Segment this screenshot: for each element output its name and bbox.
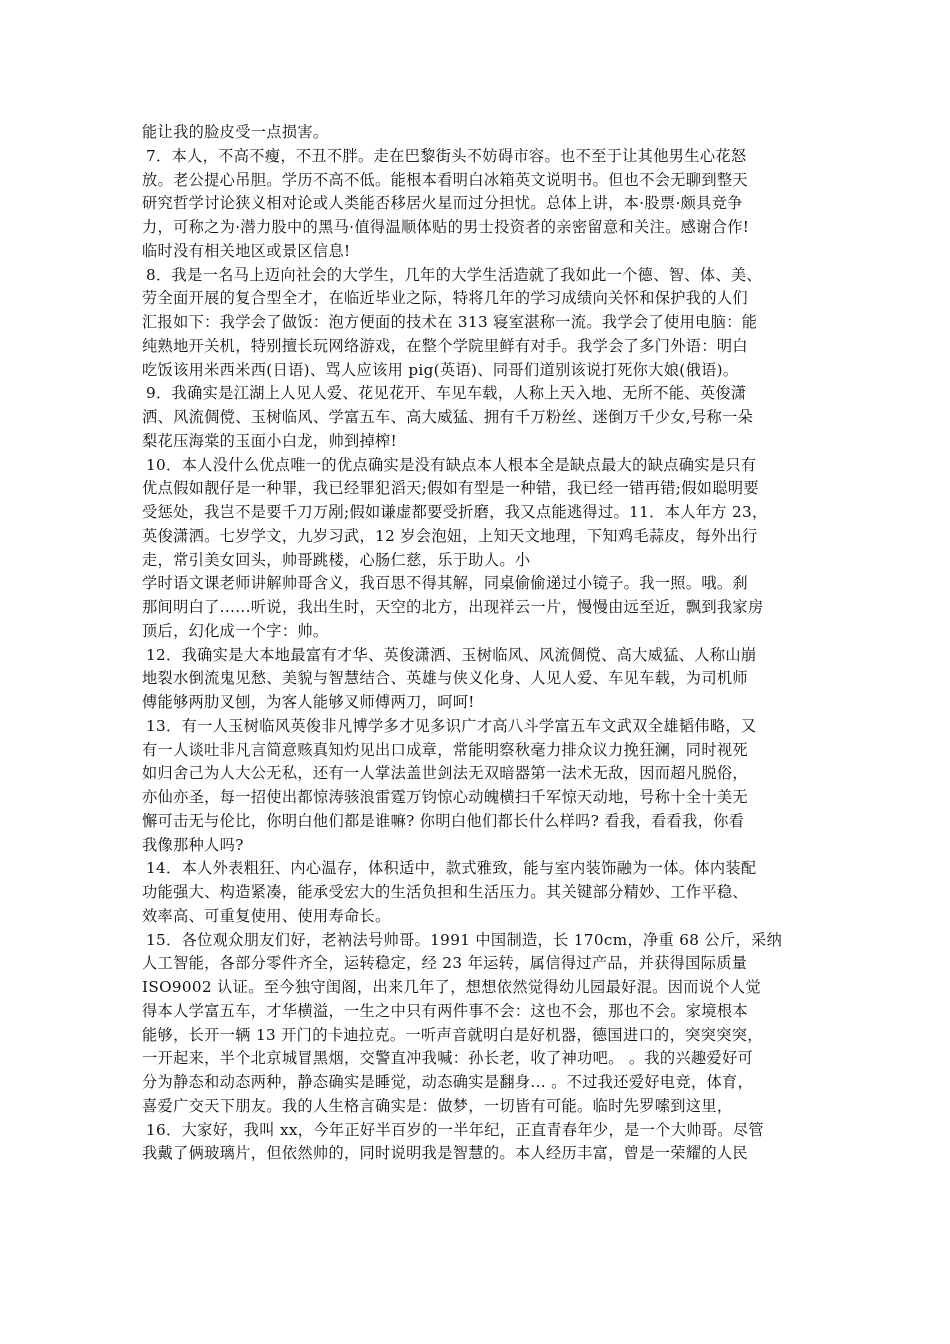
text-line: 放。老公提心吊胆。学历不高不低。能根本看明白冰箱英文说明书。但也不会无聊到整天: [142, 170, 748, 189]
text-line: 喜爱广交天下朋友。我的人生格言确实是：做梦，一切皆有可能。临时先罗嗦到这里，: [142, 1096, 733, 1115]
text-line: 劳全面开展的复合型全才，在临近毕业之际，特将几年的学习成绩向关怀和保护我的人们: [142, 289, 748, 308]
document-body-text: [142, 121, 812, 1166]
text-line: 9．我确实是江湖上人见人爱、花见花开、车见车载，人称上天入地、无所不能、英俊潇: [146, 384, 747, 403]
text-line: 功能强大、构造紧凑，能承受宏大的生活负担和生活压力。其关键部分精妙、工作平稳、: [142, 883, 748, 901]
text-line: 得本人学富五车，才华横溢，一生之中只有两件事不会：这也不会，那也不会。家境根本: [142, 1001, 748, 1020]
text-line: 12．我确实是大本地最富有才华、英俊潇洒、玉树临风、风流倜傥、高大威猛、人称山崩: [146, 645, 757, 664]
text-line: 梨花压海棠的玉面小白龙，帅到掉榨!: [142, 431, 398, 450]
text-line: 汇报如下：我学会了做饭：泡方便面的技术在 313 寝室湛称一流。我学会了使用电脑：能: [142, 313, 758, 331]
text-line: 吃饭该用米西米西(日语)、骂人应该用 pig(英语)、同哥们道别该说打死你大娘(俄语)。: [142, 360, 739, 379]
text-line: 纯熟地开关机，特别擅长玩网络游戏，在整个学院里鲜有对手。我学会了多门外语：明白: [142, 336, 748, 355]
text-line: 英俊潇洒。七岁学文，九岁习武，12 岁会泡妞，上知天文地理，下知鸡毛蒜皮，每外出行: [142, 526, 758, 545]
text-line: 懈可击无与伦比，你明白他们都是谁嘛? 你明白他们都长什么样吗? 看我，看看我，你看: [142, 811, 745, 830]
text-line: 地裂水倒流鬼见愁、美貌与智慧结合、英雄与侠义化身、人见人爱、车见车载，为司机师: [142, 669, 748, 688]
text-line: 力，可称之为·潜力股中的黑马·值得温顺体贴的男士投资者的亲密留意和关注。感谢合作!: [142, 218, 750, 236]
text-line: 顶后，幻化成一个字：帅。: [142, 621, 329, 640]
text-line: 7．本人，不高不瘦，不丑不胖。走在巴黎街头不妨碍市容。也不至于让其他男生心花怒: [146, 146, 747, 165]
text-line: 学时语文课老师讲解帅哥含义，我百思不得其解，同桌偷偷递过小镜子。我一照。哦。刹: [142, 574, 748, 593]
text-line: 临时没有相关地区或景区信息!: [142, 241, 351, 260]
text-line: 有一人谈吐非凡言简意赅真知灼见出口成章，常能明察秋毫力排众议力挽狂澜，同时视死: [142, 740, 748, 759]
text-line: 8．我是一名马上迈向社会的大学生，几年的大学生活造就了我如此一个德、智、体、美、: [146, 265, 762, 284]
text-line: 研究哲学讨论狭义相对论或人类能否移居火星而过分担忧。总体上讲，本·股票·颇具竞争: [142, 194, 743, 213]
text-line: 14．本人外表粗狂、内心温存，体积适中，款式雅致，能与室内装饰融为一体。体内装配: [146, 859, 757, 878]
text-line: 那间明白了......听说，我出生时，天空的北方，出现祥云一片，慢慢由远至近，飘到我家房: [142, 598, 764, 616]
text-line: 分为静态和动态两种，静态确实是睡觉，动态确实是翻身... 。不过我还爱好电竞，体育，: [142, 1073, 754, 1091]
text-line: 15．各位观众朋友们好，老衲法号帅哥。1991 中国制造，长 170cm，净重 68 公斤，采纳: [146, 930, 783, 949]
text-line: 优点假如靓仔是一种罪，我已经罪犯滔天;假如有型是一种错，我已经一错再错;假如聪明要: [142, 479, 759, 498]
text-line: 我戴了俩玻璃片，但依然帅的，同时说明我是智慧的。本人经历丰富，曾是一荣耀的人民: [142, 1144, 748, 1163]
text-line: 走，常引美女回头，帅哥跳楼，心肠仁慈，乐于助人。小: [142, 550, 531, 569]
text-line: 能够，长开一辆 13 开门的卡迪拉克。一听声音就明白是好机器，德国进口的，突突突突，: [142, 1025, 763, 1044]
text-line: ISO9002 认证。至今独守闺阁，出来几年了，想想依然觉得幼儿园最好混。因而说个人觉: [142, 978, 761, 996]
text-line: 效率高、可重复使用、使用寿命长。: [142, 906, 391, 925]
text-line: 10．本人没什么优点唯一的优点确实是没有缺点本人根本全是缺点最大的缺点确实是只有: [146, 455, 757, 474]
text-line: 一开起来，半个北京城冒黑烟，交警直冲我喊：孙长老，收了神功吧。 。我的兴趣爱好可: [142, 1049, 754, 1068]
text-line: 能让我的脸皮受一点损害。: [142, 123, 329, 141]
text-line: 如归舍己为人大公无私，还有一人掌法盖世剑法无双暗器第一法术无敌，因而超凡脱俗，: [142, 764, 748, 783]
text-line: 16．大家好，我叫 xx，今年正好半百岁的一半年纪，正直青春年少，是一个大帅哥。尽管: [146, 1120, 764, 1139]
text-line: 我像那种人吗?: [142, 835, 244, 854]
text-line: 人工智能，各部分零件齐全，运转稳定，经 23 年运转，属信得过产品，并获得国际质量: [142, 954, 748, 973]
text-line: 受惩处，我岂不是要千刀万剐;假如谦虚都要受折磨，我又点能逃得过。11．本人年方 23，: [142, 503, 768, 521]
text-line: 13．有一人玉树临风英俊非凡博学多才见多识广才高八斗学富五车文武双全雄韬伟略，又: [146, 716, 757, 735]
text-line: 洒、风流倜傥、玉树临风、学富五车、高大威猛、拥有千万粉丝、迷倒万千少女,号称一朵: [142, 408, 754, 426]
text-line: 傅能够两肋叉刨，为客人能够叉师傅两刀，呵呵!: [142, 693, 475, 711]
text-line: 亦仙亦圣，每一招使出都惊涛骇浪雷霆万钧惊心动魄横扫千军惊天动地，号称十全十美无: [142, 788, 748, 806]
